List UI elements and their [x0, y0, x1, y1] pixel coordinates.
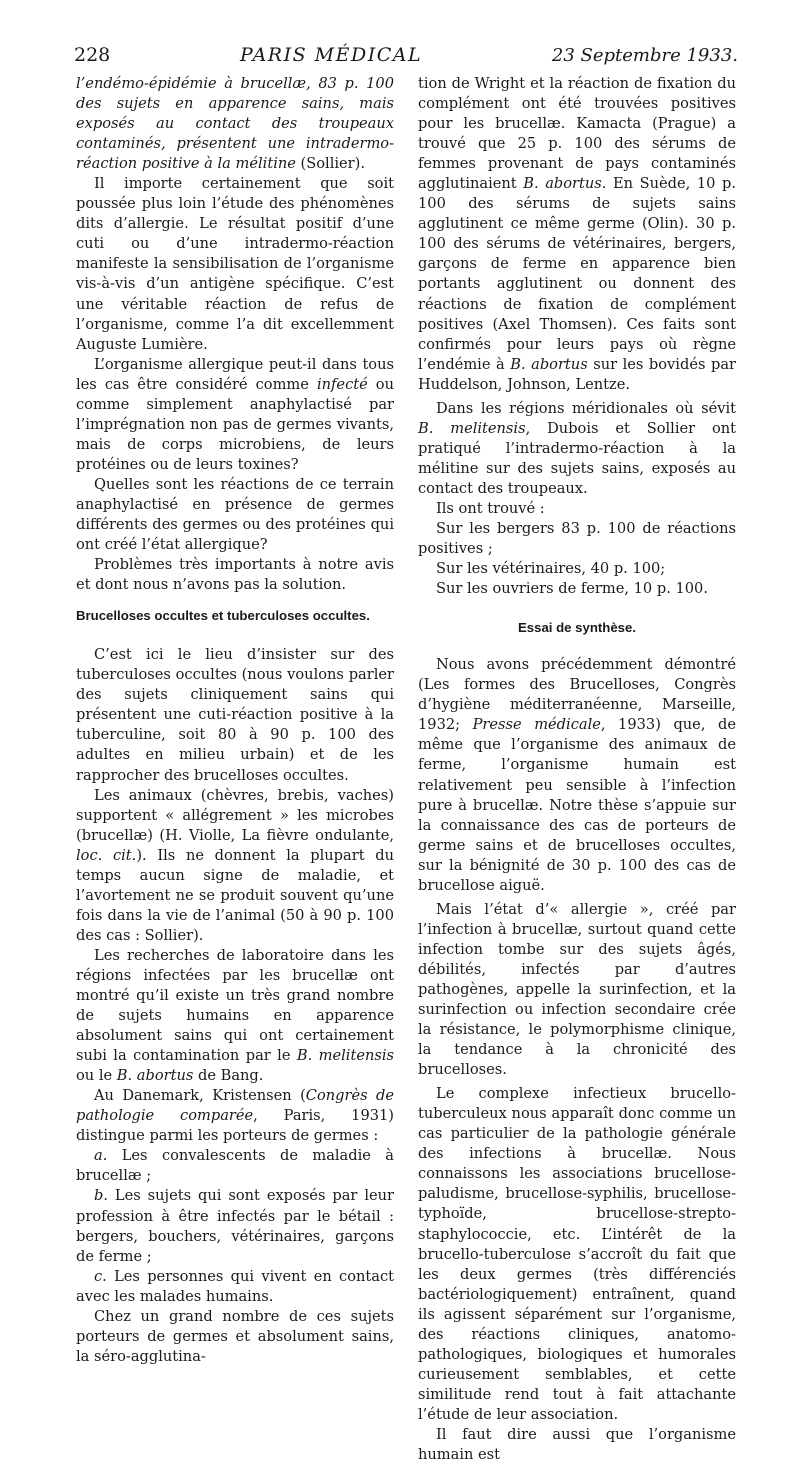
- section-heading: Essai de synthèse.: [517, 620, 637, 636]
- paragraph: Les recherches de laboratoire dans les régions infectées par les brucellæ ont montré qu’il existe un très grand nombre de sujets humains en apparence absolument sains qui ont certainement subi la contamination par le B. melitensis ou le B. abortus de Bang.: [76, 946, 395, 1085]
- page-number: 228: [74, 44, 111, 66]
- list-item: c. Les personnes qui vivent en contact avec les malades humains.: [76, 1267, 394, 1305]
- paragraph: Il importe certainement que soit poussée plus loin l’étude des phénomènes dits d’allergie. Le résultat positif d’une cuti ou d’une intradermo-réaction manifeste la sensibilisation de l’organisme vis-à-vis d’un antigène spécifique. C’est une véritable réaction de refus de l’organisme, comme l’a dit excellemment Auguste Lumière.: [76, 175, 394, 353]
- list-item: Sur les ouvriers de ferme, 10 p. 100.: [436, 580, 708, 598]
- paragraph: l’endémo-épidémie à brucellæ, 83 p. 100 des sujets en apparence sains, mais exposés au contact des troupeaux contaminés, présentent une intradermo-réaction positive à la mélitine (Sollier).: [76, 75, 394, 173]
- paragraph: C’est ici le lieu d’insister sur des tuberculoses occultes (nous voulons parler des sujets cliniquement sains qui présentent une cuti-réaction positive à la tuberculine, soit 80 à 90 p. 100 des adultes en milieu urbain) et de les rapprocher des brucelloses occultes.: [76, 646, 394, 784]
- list-item: Sur les vétérinaires, 40 p. 100;: [436, 560, 666, 578]
- list-item: Sur les bergers 83 p. 100 de réactions positives ;: [418, 520, 736, 558]
- paragraph: tion de Wright et la réaction de fixation du complément ont été trouvées positives pour les brucellæ. Kamacta (Prague) a trouvé que 25 p. 100 des sérums de femmes provenant de pays contaminés agglutinaient B. abortus. En Suède, 10 p. 100 des sérums de sujets sains agglutinent ce même germe (Olin). 30 p. 100 des sérums de vétérinaires, bergers, garçons de ferme en apparence bien portants agglutinent ou donnent des réactions de fixation de complément positives (Axel Thomsen). Ces faits sont confirmés pour leurs pays où règne l’endémie à B. abortus sur les bovidés par Huddelson, Johnson, Lentze.: [418, 75, 737, 393]
- issue-date: 23 Septembre 1933.: [551, 45, 738, 66]
- paragraph: Au Danemark, Kristensen (Congrès de pathologie comparée, Paris, 1931) distingue parmi les porteurs de germes :: [76, 1087, 395, 1145]
- list-item: b. Les sujets qui sont exposés par leur profession à être infectés par le bétail : bergers, bouchers, vétérinaires, garçons de ferme ;: [76, 1187, 394, 1265]
- running-header: [74, 44, 738, 74]
- paragraph: Mais l’état d’« allergie », créé par l’infection à brucellæ, surtout quand cette infection tombe sur des sujets âgés, débilités, infectés par d’autres pathogènes, appelle la surinfection, et la surinfection ou infection secondaire crée la résistance, le polymorphisme clinique, la tendance à la chronicité des brucelloses.: [418, 900, 736, 1079]
- section-heading: Brucelloses occultes et tuberculoses occultes.: [76, 608, 370, 624]
- paragraph: Nous avons précédemment démontré (Les formes des Brucelloses, Congrès d’hygiène méditerranéenne, Marseille, 1932; Presse médicale, 1933) que, de même que l’organisme des animaux de ferme, l’organisme humain est relativement peu sensible à l’infection pure à brucellæ. Notre thèse s’appuie sur la connaissance des cas de porteurs de germe sains et de brucelloses occultes, sur la bénignité de 30 p. 100 des cas de brucellose aiguë.: [418, 656, 736, 894]
- paragraph: Dans les régions méridionales où sévit B. melitensis, Dubois et Sollier ont pratiqué l’intradermo-réaction à la mélitine sur des sujets sains, exposés au contact des troupeaux.: [418, 399, 737, 497]
- journal-title: PARIS MÉDICAL: [240, 44, 423, 66]
- paragraph: L’organisme allergique peut-il dans tous les cas être considéré comme infecté ou comme simplement anaphylactisé par l’imprégnation non pas de germes vivants, mais de corps microbiens, de leurs protéines ou de leurs toxines?: [76, 355, 394, 473]
- paragraph: Les animaux (chèvres, brebis, vaches) supportent « allégrement » les microbes (brucellæ) (H. Violle, La fièvre ondulante, loc. cit.). Ils ne donnent la plupart du temps aucun signe de maladie, et l’avortement ne se produit souvent qu’une fois dans la vie de l’animal (50 à 90 p. 100 des cas : Sollier).: [76, 786, 394, 944]
- paragraph: Il faut dire aussi que l’organisme humain est: [418, 1426, 736, 1464]
- paragraph: Problèmes très importants à notre avis et dont nous n’avons pas la solution.: [76, 556, 394, 594]
- left-column: [76, 74, 394, 1367]
- paragraph: Quelles sont les réactions de ce terrain anaphylactisé en présence de germes différents des germes ou des protéines qui ont créé l’état allergique?: [76, 475, 394, 554]
- list-item: a. Les convalescents de maladie à brucellæ ;: [76, 1147, 394, 1185]
- paragraph: Le complexe infectieux brucello-tuberculeux nous apparaît donc comme un cas particulier de la pathologie générale des infections à brucellæ. Nous connaissons les associations brucellose-paludisme, brucellose-syphilis, brucellose-typhoïde, brucellose-strepto-staphylococcie, etc. L’intérêt de la brucello-tuberculose s’accroît du fait que les deux germes (très différenciés bactériologiquement) entraînent, quand ils agissent séparément sur l’organisme, des réactions cliniques, anatomo-pathologiques, biologiques et humorales curieusement semblables, et cette similitude rend tout à fait attachante l’étude de leur association.: [418, 1085, 736, 1423]
- right-column: [418, 74, 736, 1465]
- paragraph: Chez un grand nombre de ces sujets porteurs de germes et absolument sains, la séro-agglutina-: [76, 1307, 394, 1365]
- paragraph: Ils ont trouvé :: [436, 499, 545, 517]
